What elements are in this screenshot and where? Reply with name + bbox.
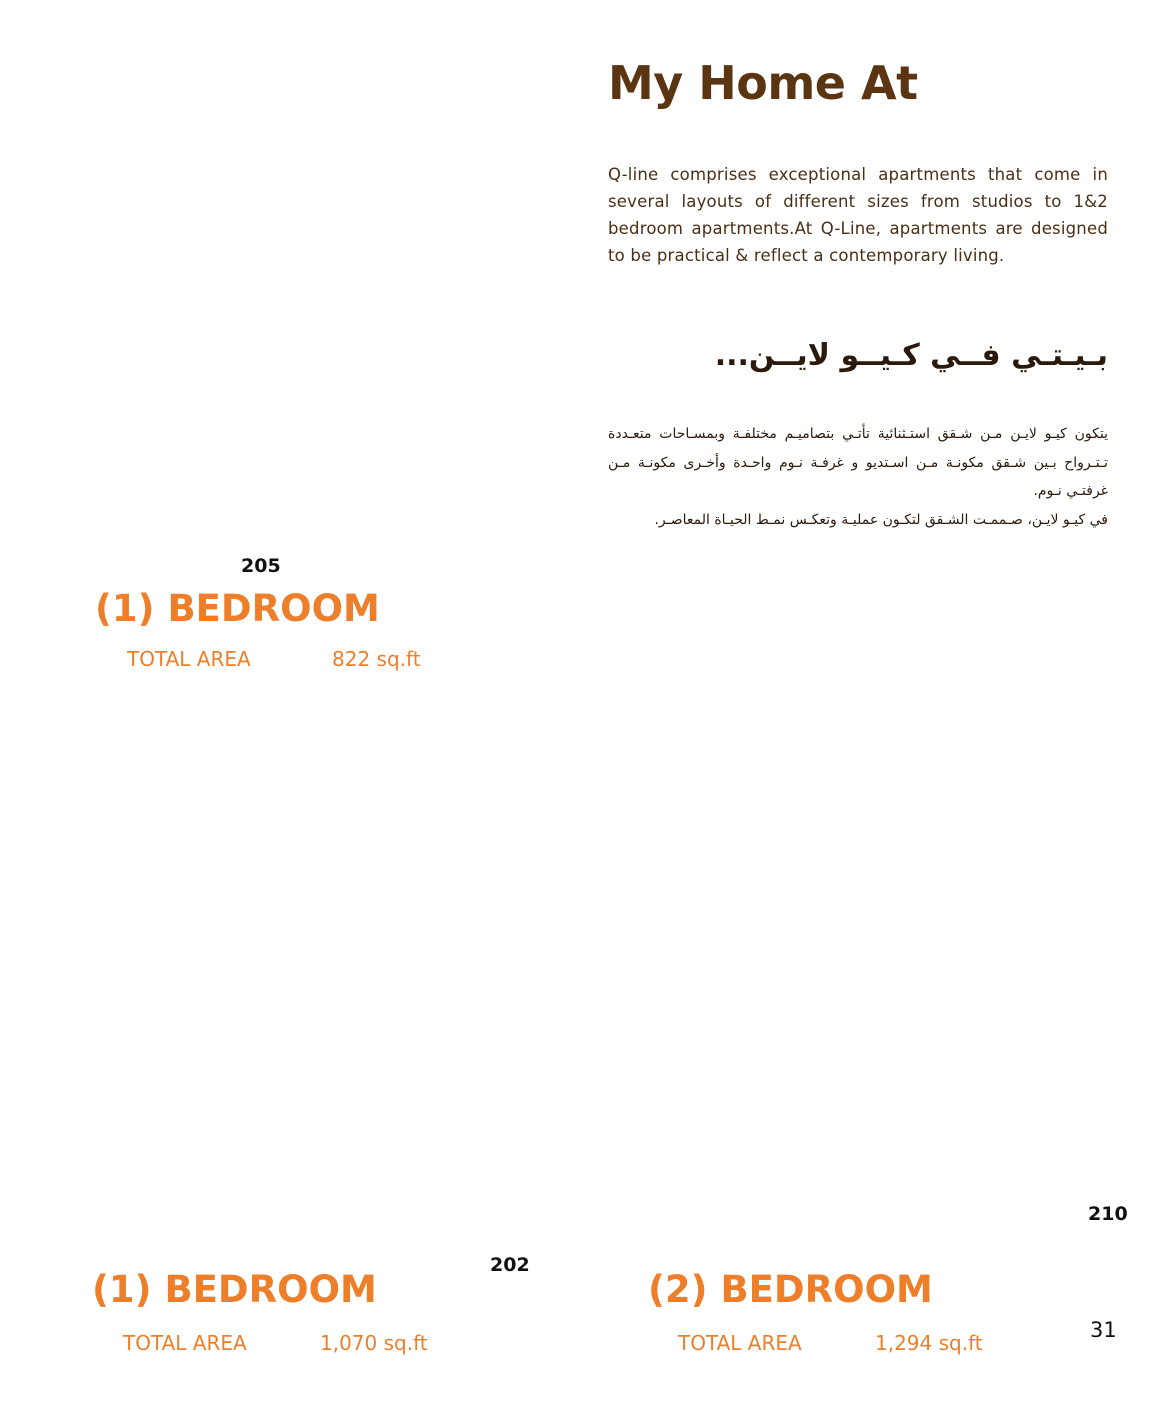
arabic-body <box>608 420 1108 534</box>
unit-area-205 <box>0 647 600 675</box>
total-area-value: 1,070 sq.ft <box>320 1331 428 1355</box>
page-title: My Home At <box>608 56 918 110</box>
unit-number-202: 202 <box>490 1254 530 1276</box>
total-area-value: 1,294 sq.ft <box>875 1331 983 1355</box>
unit-title-202: (1) BEDROOM <box>92 1268 377 1311</box>
unit-area-202 <box>0 1331 600 1359</box>
unit-number-210: 210 <box>1088 1203 1128 1225</box>
unit-title-205: (1) BEDROOM <box>95 587 380 630</box>
unit-title-210: (2) BEDROOM <box>648 1268 933 1311</box>
arabic-paragraph: يتكون كيـو لايـن مـن شـقق استـثنائية تأتـي بتصاميـم مختلفـة وبمسـاحات متعـددة تـتـرواح بـين شـقق مكونـة مـن اسـتديو و غرفـة نـوم واحـدة وأخـرى مكونـة مـن غرفتـي نـوم. <box>608 426 1108 499</box>
total-area-label: TOTAL AREA <box>678 1331 802 1355</box>
total-area-value: 822 sq.ft <box>332 647 421 671</box>
total-area-label: TOTAL AREA <box>127 647 251 671</box>
unit-area-210 <box>600 1331 1100 1359</box>
arabic-title: بـيـتـي فــي كـيــو لايــن... <box>714 338 1108 373</box>
page-number: 31 <box>1090 1318 1117 1342</box>
total-area-label: TOTAL AREA <box>123 1331 247 1355</box>
intro-paragraph: Q-line comprises exceptional apartments that come in several layouts of different sizes from studios to 1&2 bedroom apartments.At Q-Line, apartments are designed to be practical & reflect a contemporary living. <box>608 165 1108 265</box>
unit-number-205: 205 <box>241 555 281 577</box>
arabic-paragraph: في كيـو لايـن، صـممـت الشـقق لتكـون عمليـة وتعكـس نمـط الحيـاة المعاصـر. <box>654 511 1108 528</box>
